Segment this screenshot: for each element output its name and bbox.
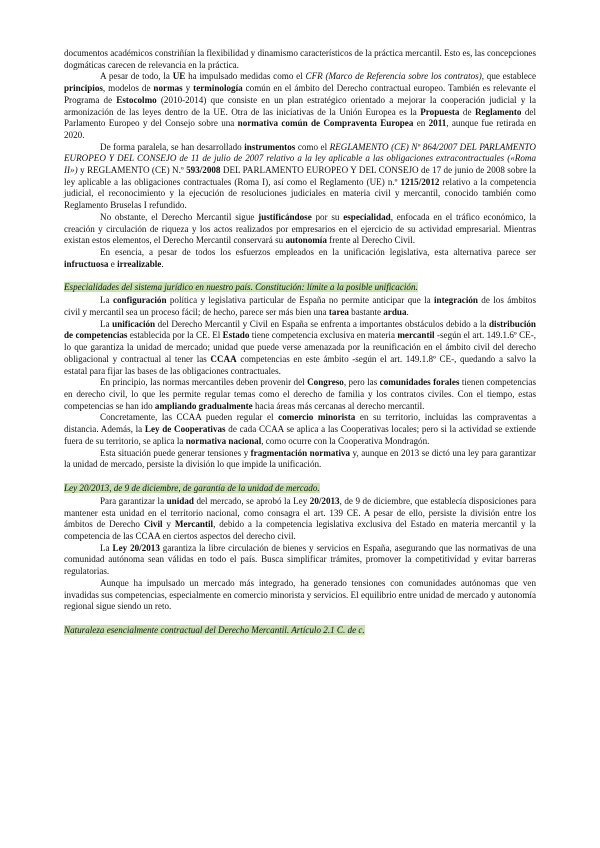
paragraph-gap (64, 613, 536, 624)
paragraph: Para garantizar la unidad del mercado, se aprobó la Ley 20/2013, de 9 de diciembre, que establecía disposiciones para mantener esta unidad en el territorio nacional, como consagra el art. 139 CE. A pesar de ello, persiste la división entre los ámbitos de Derecho Civil y Mercantil, debido a la competencia legislativa exclusiva del Estado en materia mercantil y la competencia de las CCAA en ciertos aspectos del derecho civil. (64, 495, 537, 542)
paragraph: De forma paralela, se han desarrollado instrumentos como el REGLAMENTO (CE) Nº 864/2007 DEL PARLAMENTO EUROPEO Y DEL CONSEJO de 11 de julio de 2007 relativo a la ley aplicable a las obligaciones extracontractuales («Roma II») y REGLAMENTO (CE) N.º 593/2008 DEL PARLAMENTO EUROPEO Y DEL CONSEJO de 17 de junio de 2008 sobre la ley aplicable a las obligaciones contractuales (Roma I), así como el Reglamento (UE) n.º 1215/2012 relativo a la competencia judicial, el reconocimiento y la ejecución de resoluciones judiciales en materia civil y mercantil, conocido también como Reglamento Bruselas I refundido. (64, 141, 536, 211)
paragraph: La Ley 20/2013 garantiza la libre circulación de bienes y servicios en España, asegurando que las normativas de una comunidad autónoma sean válidas en todo el país. Busca simplificar trámites, promover la competitividad y evitar barreras regulatorias. (64, 542, 536, 577)
section-heading: Especialidades del sistema jurídico en nuestro país. Constitución: límite a la posible unificación. (64, 282, 418, 293)
section-heading-line (64, 624, 536, 636)
paragraph: La unificación del Derecho Mercantil y Civil en España se enfrenta a importantes obstáculos debido a la distribución de competencias establecida por la CE. El Estado tiene competencia exclusiva en materia mercantil -según el art. 149.1.6º CE-, lo que garantiza la unidad de mercado; unidad que puede verse amenazada por la reunificación en el ámbito civil del derecho obligacional y contractual al tener las CCAA competencias en este ámbito -según el art. 149.1.8º CE-, quedando a salvo la estatal para fijar las bases de las obligaciones contractuales. (64, 318, 537, 376)
paragraph-gap (64, 471, 536, 482)
section-heading-line (64, 281, 536, 293)
paragraph: La configuración política y legislativa particular de España no permite anticipar que la integración de los ámbitos civil y mercantil sea un proceso fácil; de hecho, parece ser más bien una tarea bastante ardua. (64, 295, 537, 318)
paragraph: A pesar de todo, la UE ha impulsado medidas como el CFR (Marco de Referencia sobre los contratos), que establece principios, modelos de normas y terminología común en el ámbito del Derecho contractual europeo. También es relevante el Programa de Estocolmo (2010-2014) que consiste en un plan estratégico orientado a mejorar la cooperación judicial y la armonización de las leyes dentro de la UE. Otra de las iniciativas de la Unión Europea es la Propuesta de Reglamento del Parlamento Europeo y del Consejo sobre una normativa común de Compraventa Europea en 2011, aunque fue retirada en 2020. (64, 71, 536, 140)
paragraph: No obstante, el Derecho Mercantil sigue justificándose por su especialidad, enfocada en el tráfico económico, la creación y circulación de riqueza y los actos realizados por empresarios en el ejercicio de su actividad empresarial. Mientras existan estos elementos, el Derecho Mercantil conservará su autonomía frente al Derecho Civil. (64, 211, 536, 246)
paragraph: Aunque ha impulsado un mercado más integrado, ha generado tensiones con comunidades autónomas que ven invadidas sus competencias, especialmente en comercio minorista y servicios. El equilibrio entre unidad de mercado y autonomía regional sigue siendo un reto. (64, 577, 536, 612)
paragraph: En esencia, a pesar de todos los esfuerzos empleados en la unificación legislativa, esta alternativa parece ser infructuosa e irrealizable. (64, 246, 536, 269)
paragraph: documentos académicos constriñían la flexibilidad y dinamismo característicos de la práctica mercantil. Esto es, las concepciones dogmáticas carecen de relevancia en la práctica. (64, 48, 536, 70)
paragraph-gap (64, 270, 536, 281)
section-heading: Ley 20/2013, de 9 de diciembre, de garantía de la unidad de mercado. (64, 482, 320, 493)
document-body (64, 48, 536, 636)
paragraph: Concretamente, las CCAA pueden regular el comercio minorista en su territorio, incluidas las compraventas a distancia. Además, la Ley de Cooperativas de cada CCAA se aplica a las Cooperativas locales; pero si la actividad se extiende fuera de su territorio, se aplica la normativa nacional, como ocurre con la Cooperativa Mondragón. (64, 412, 536, 446)
paragraph: Esta situación puede generar tensiones y fragmentación normativa y, aunque en 2013 se dictó una ley para garantizar la unidad de mercado, persiste la división lo que impide la unificación. (64, 447, 536, 470)
paragraph: En principio, las normas mercantiles deben provenir del Congreso, pero las comunidades forales tienen competencias en derecho civil, lo que les permite regular temas como el derecho de familia y los contratos civiles. Con el tiempo, estas competencias se han ido ampliando gradualmente hacia áreas más cercanas al derecho mercantil. (64, 377, 536, 411)
section-heading-line (64, 482, 536, 494)
section-heading: Naturaleza esencialmente contractual del Derecho Mercantil. Artículo 2.1 C. de c. (64, 624, 365, 635)
